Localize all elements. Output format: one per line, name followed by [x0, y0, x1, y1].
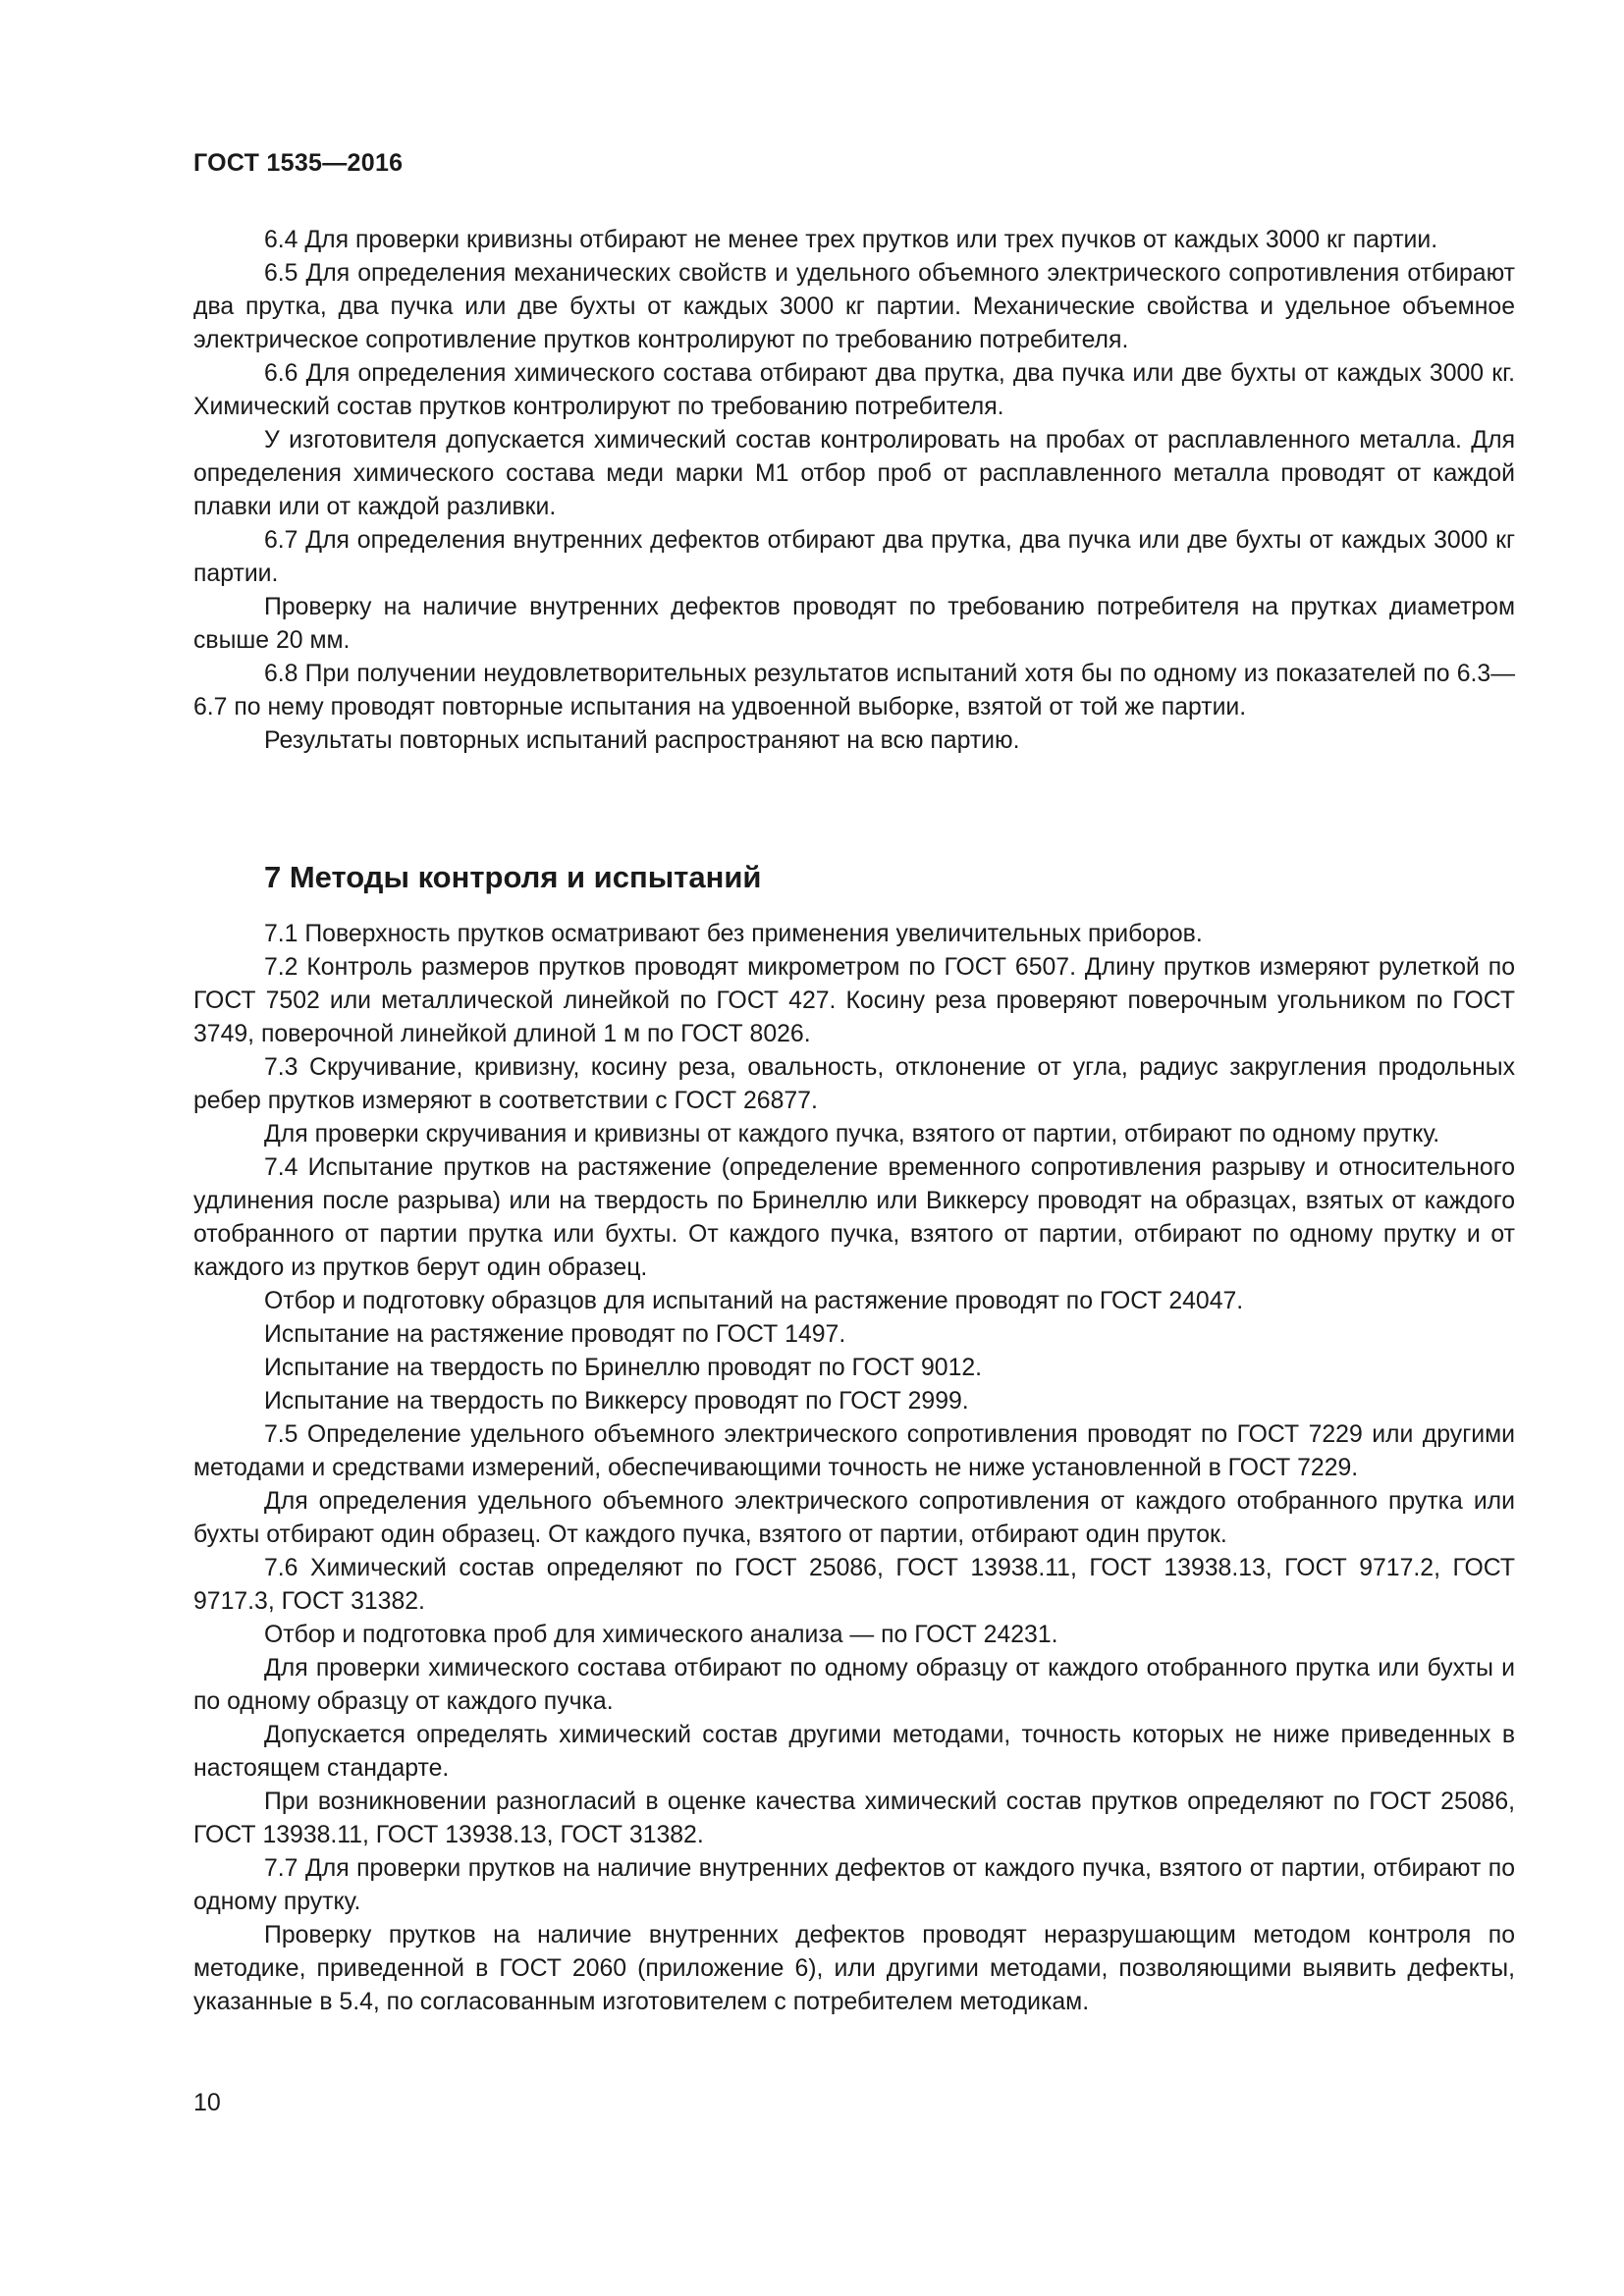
paragraph-7-6-disputes: При возникновении разногласий в оценке качества химический состав прутков определяют по ГОСТ 25086, ГОСТ 13938.11, ГОСТ 13938.13, ГОСТ 31382.: [193, 1789, 1515, 1848]
paragraph-7-2: 7.2 Контроль размеров прутков проводят микрометром по ГОСТ 6507. Длину прутков измеряют рулеткой по ГОСТ 7502 или металлической линейкой по ГОСТ 427. Косину реза проверяют поверочным угольником по ГОСТ 3749, поверочной линейкой длиной 1 м по ГОСТ 8026.: [193, 954, 1515, 1047]
section-6-text: [193, 224, 1515, 758]
section-7-title: 7 Методы контроля и испытаний: [264, 860, 762, 894]
paragraph-7-3-note: Для проверки скручивания и кривизны от каждого пучка, взятого от партии, отбирают по одному прутку.: [264, 1121, 1440, 1148]
paragraph-7-7: 7.7 Для проверки прутков на наличие внутренних дефектов от каждого пучка, взятого от партии, отбирают по одному прутку.: [193, 1855, 1515, 1915]
paragraph-6-6: 6.6 Для определения химического состава отбирают два прутка, два пучка или две бухты от каждых 3000 кг. Химический состав прутков контролируют по требованию потребителя.: [193, 360, 1515, 420]
paragraph-6-5: 6.5 Для определения механических свойств и удельного объемного электрического сопротивления отбирают два прутка, два пучка или две бухты от каждых 3000 кг партии. Механические свойства и удельное объемное электрическое сопротивление прутков контролируют по требованию потребителя.: [193, 260, 1515, 353]
paragraph-7-6-samples: Для проверки химического состава отбирают по одному образцу от каждого отобранного прутка или бухты и по одному образцу от каждого пучка.: [193, 1655, 1515, 1715]
paragraph-7-6: 7.6 Химический состав определяют по ГОСТ 25086, ГОСТ 13938.11, ГОСТ 13938.13, ГОСТ 9717.2, ГОСТ 9717.3, ГОСТ 31382.: [193, 1555, 1515, 1615]
paragraph-7-4-vickers: Испытание на твердость по Виккерсу проводят по ГОСТ 2999.: [264, 1388, 969, 1415]
paragraph-6-6-note: У изготовителя допускается химический состав контролировать на пробах от расплавленного металла. Для определения химического состава меди марки М1 отбор проб от расплавленного металла проводят от каждой плавки или от каждой разливки.: [193, 427, 1515, 520]
paragraph-6-7-note: Проверку на наличие внутренних дефектов проводят по требованию потребителя на прутках диаметром свыше 20 мм.: [193, 594, 1515, 654]
paragraph-7-7-note: Проверку прутков на наличие внутренних дефектов проводят неразрушающим методом контроля по методике, приведенной в ГОСТ 2060 (приложение 6), или другими методами, позволяющими выявить дефекты, указанные в 5.4, по согласованным изготовителем с потребителем методикам.: [193, 1922, 1515, 2015]
paragraph-6-8-note: Результаты повторных испытаний распространяют на всю партию.: [264, 727, 1020, 754]
paragraph-7-1: 7.1 Поверхность прутков осматривают без применения увеличительных приборов.: [264, 921, 1203, 947]
paragraph-7-4-tension: Испытание на растяжение проводят по ГОСТ 1497.: [264, 1321, 846, 1348]
paragraph-7-4-brinell: Испытание на твердость по Бринеллю проводят по ГОСТ 9012.: [264, 1355, 983, 1381]
page-number: 10: [193, 2089, 221, 2116]
paragraph-6-4: 6.4 Для проверки кривизны отбирают не менее трех прутков или трех пучков от каждых 3000 кг партии.: [264, 227, 1438, 253]
paragraph-7-5: 7.5 Определение удельного объемного электрического сопротивления проводят по ГОСТ 7229 или другими методами и средствами измерений, обеспечивающими точность не ниже установленной в ГОСТ 7229.: [193, 1421, 1515, 1481]
paragraph-7-3: 7.3 Скручивание, кривизну, косину реза, овальность, отклонение от угла, радиус закругления продольных ребер прутков измеряют в соответствии с ГОСТ 26877.: [193, 1054, 1515, 1114]
document-header: ГОСТ 1535—2016: [193, 149, 404, 177]
paragraph-7-5-note: Для определения удельного объемного электрического сопротивления от каждого отобранного прутка или бухты отбирают один образец. От каждого пучка, взятого от партии, отбирают один пруток.: [193, 1488, 1515, 1548]
paragraph-7-4-sampling: Отбор и подготовку образцов для испытаний на растяжение проводят по ГОСТ 24047.: [264, 1288, 1244, 1314]
paragraph-7-4: 7.4 Испытание прутков на растяжение (определение временного сопротивления разрыву и относительного удлинения после разрыва) или на твердость по Бринеллю или Виккерсу проводят на образцах, взятых от каждого отобранного от партии прутка или бухты. От каждого пучка, взятого от партии, отбирают по одному прутку и от каждого из прутков берут один образец.: [193, 1154, 1515, 1281]
paragraph-7-6-sampling: Отбор и подготовка проб для химического анализа — по ГОСТ 24231.: [264, 1622, 1058, 1648]
paragraph-7-6-methods: Допускается определять химический состав другими методами, точность которых не ниже приведенных в настоящем стандарте.: [193, 1722, 1515, 1782]
paragraph-6-7: 6.7 Для определения внутренних дефектов отбирают два прутка, два пучка или две бухты от каждых 3000 кг партии.: [193, 527, 1515, 587]
section-7-text: [193, 918, 1515, 2019]
paragraph-6-8: 6.8 При получении неудовлетворительных результатов испытаний хотя бы по одному из показателей по 6.3—6.7 по нему проводят повторные испытания на удвоенной выборке, взятой от той же партии.: [193, 661, 1515, 721]
